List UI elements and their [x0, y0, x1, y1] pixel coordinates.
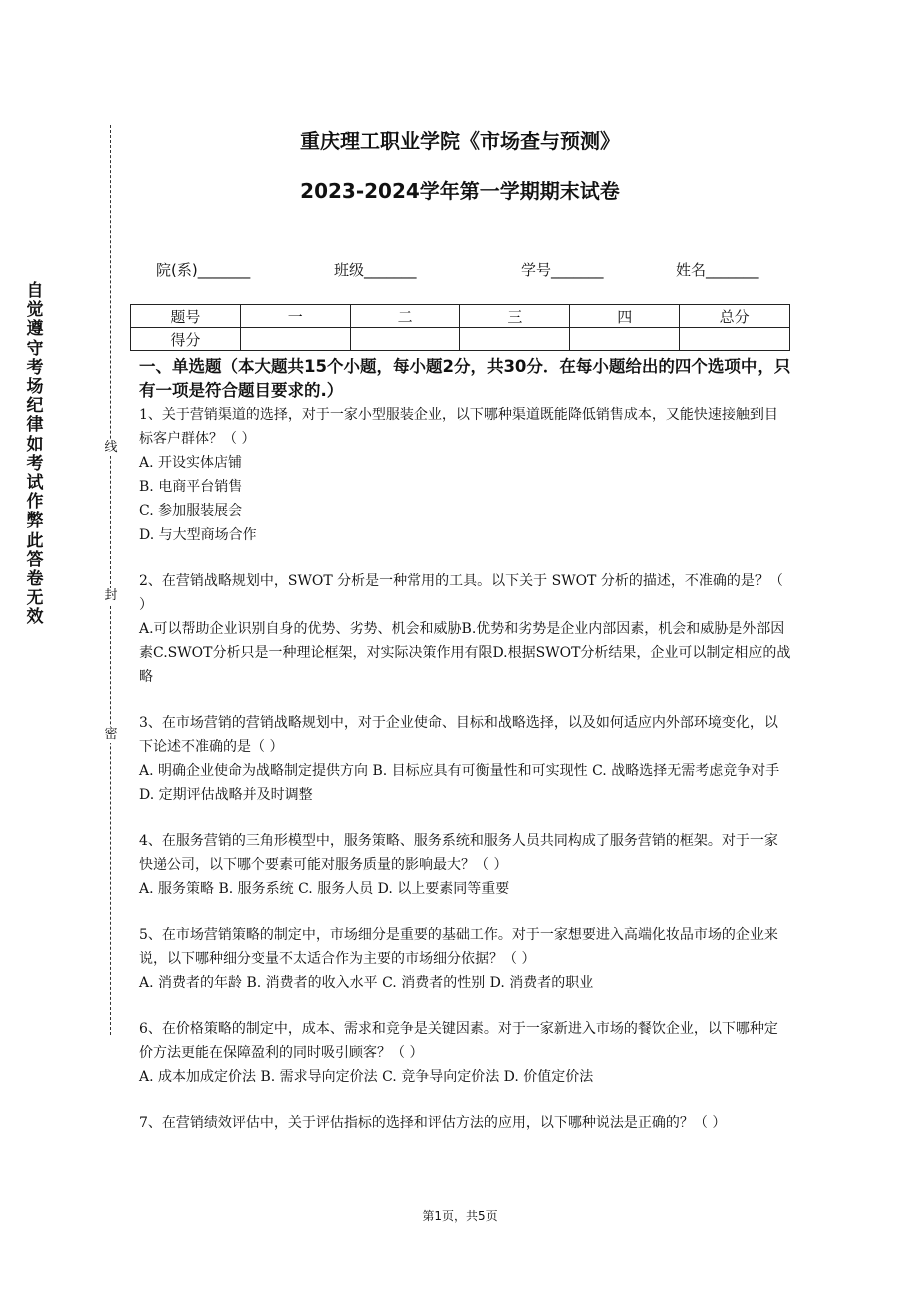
- name-field: 姓名_______: [676, 261, 759, 279]
- seal-dashed-line: [110, 125, 111, 1035]
- exam-title-term: 2023-2024学年第一学期期末试卷: [300, 179, 620, 203]
- question-option: A. 成本加成定价法 B. 需求导向定价法 C. 竞争导向定价法 D. 价值定价法: [139, 1069, 594, 1085]
- question-1: [139, 403, 791, 547]
- score-table-header-row: [131, 305, 790, 328]
- question-4: [139, 829, 791, 901]
- score-cell: [680, 328, 790, 351]
- question-5: [139, 923, 791, 995]
- question-3: [139, 711, 791, 807]
- score-table: [130, 304, 790, 351]
- class-field: 班级_______: [334, 261, 417, 279]
- score-table-score-row: [131, 328, 790, 351]
- question-stem: 1、关于营销渠道的选择，对于一家小型服装企业，以下哪种渠道既能降低销售成本，又能快速接触到目标客户群体？（ ）: [139, 407, 778, 447]
- question-option: D. 与大型商场合作: [139, 527, 257, 543]
- question-6: [139, 1017, 791, 1089]
- score-header-cell: 总分: [680, 305, 790, 328]
- score-row-label: 得分: [131, 328, 241, 351]
- question-option: C. 参加服装展会: [139, 503, 243, 519]
- score-cell: [240, 328, 350, 351]
- score-cell: [350, 328, 460, 351]
- section-1-heading: 一、单选题（本大题共15个小题，每小题2分，共30分．在每小题给出的四个选项中，只有一项是符合题目要求的.）: [139, 357, 791, 400]
- score-cell: [570, 328, 680, 351]
- seal-char-xian: 线: [104, 440, 118, 455]
- question-stem: 6、在价格策略的制定中，成本、需求和竞争是关键因素。对于一家新进入市场的餐饮企业，以下哪种定价方法更能在保障盈利的同时吸引顾客？（ ）: [139, 1021, 778, 1061]
- question-option: A. 消费者的年龄 B. 消费者的收入水平 C. 消费者的性别 D. 消费者的职业: [139, 975, 594, 991]
- dept-field: 院(系)_______: [156, 261, 251, 279]
- side-notice: 自觉遵守考场纪律如考试作弊此答卷无效: [26, 281, 44, 628]
- score-header-cell: 一: [240, 305, 350, 328]
- question-stem: 5、在市场营销策略的制定中，市场细分是重要的基础工作。对于一家想要进入高端化妆品市场的企业来说，以下哪种细分变量不太适合作为主要的市场细分依据？（ ）: [139, 927, 778, 967]
- question-option: A. 开设实体店铺: [139, 455, 243, 471]
- score-header-cell: 四: [570, 305, 680, 328]
- question-content: [139, 355, 791, 1135]
- question-2: [139, 569, 791, 689]
- question-stem: 3、在市场营销的营销战略规划中，对于企业使命、目标和战略选择，以及如何适应内外部环境变化，以下论述不准确的是（ ）: [139, 715, 778, 755]
- score-cell: [460, 328, 570, 351]
- question-7: [139, 1111, 791, 1135]
- question-stem: 7、在营销绩效评估中，关于评估指标的选择和评估方法的应用，以下哪种说法是正确的？（ ）: [139, 1115, 727, 1131]
- question-option: A.可以帮助企业识别自身的优势、劣势、机会和威胁B.优势和劣势是企业内部因素，机会和威胁是外部因素C.SWOT分析只是一种理论框架，对实际决策作用有限D.根据SWOT分析结果，企业可以制定相应的战略: [139, 621, 791, 685]
- exam-title-school: 重庆理工职业学院《市场查与预测》: [300, 129, 620, 153]
- score-header-cell: 二: [350, 305, 460, 328]
- question-stem: 2、在营销战略规划中，SWOT 分析是一种常用的工具。以下关于 SWOT 分析的描述，不准确的是？（ ）: [139, 573, 783, 613]
- student-no-field: 学号_______: [521, 261, 604, 279]
- question-option: A. 服务策略 B. 服务系统 C. 服务人员 D. 以上要素同等重要: [139, 881, 510, 897]
- page-footer: 第1页，共5页: [422, 1209, 498, 1223]
- score-header-cell: 题号: [131, 305, 241, 328]
- seal-char-mi: 密: [104, 727, 118, 742]
- score-header-cell: 三: [460, 305, 570, 328]
- question-option: A. 明确企业使命为战略制定提供方向 B. 目标应具有可衡量性和可实现性 C. 战略选择无需考虑竞争对手 D. 定期评估战略并及时调整: [139, 763, 780, 803]
- question-stem: 4、在服务营销的三角形模型中，服务策略、服务系统和服务人员共同构成了服务营销的框架。对于一家快递公司，以下哪个要素可能对服务质量的影响最大？（ ）: [139, 833, 778, 873]
- seal-char-feng: 封: [104, 588, 118, 603]
- question-option: B. 电商平台销售: [139, 479, 243, 495]
